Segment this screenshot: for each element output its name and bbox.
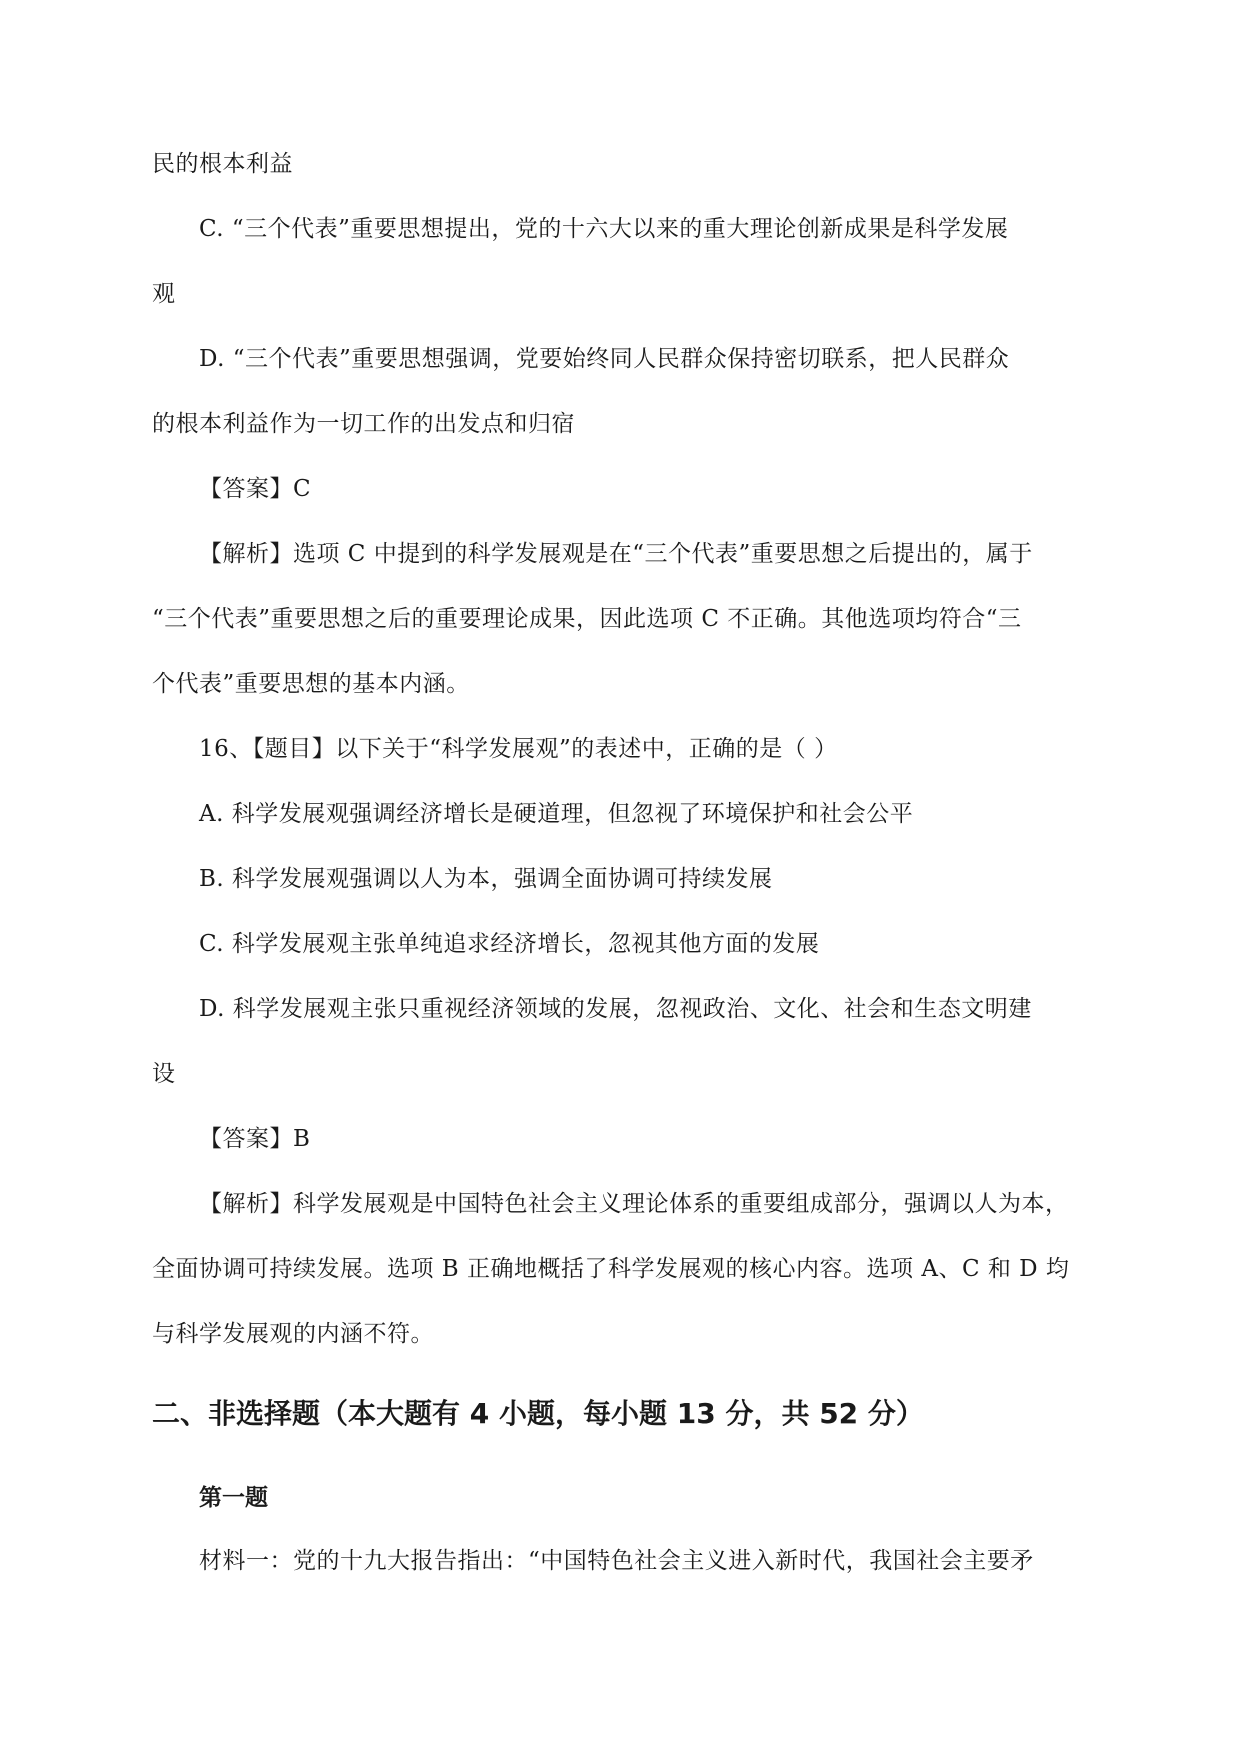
q16-option-a: A. 科学发展观强调经济增长是硬道理，但忽视了环境保护和社会公平 [199, 801, 914, 827]
q15-analysis-line3: 个代表”重要思想的基本内涵。 [152, 671, 470, 697]
question-subheading: 第一题 [199, 1485, 268, 1511]
q16-question: 16、【题目】以下关于“科学发展观”的表述中，正确的是（ ） [199, 736, 838, 762]
q16-answer: 【答案】B [199, 1126, 311, 1152]
q16-option-c: C. 科学发展观主张单纯追求经济增长，忽视其他方面的发展 [199, 931, 820, 957]
q16-option-b: B. 科学发展观强调以人为本，强调全面协调可持续发展 [199, 866, 773, 892]
q16-analysis-line1: 【解析】科学发展观是中国特色社会主义理论体系的重要组成部分，强调以人为本， [199, 1191, 1069, 1217]
q15-option-c-line1: C. “三个代表”重要思想提出，党的十六大以来的重大理论创新成果是科学发展 [199, 216, 1009, 242]
section-heading: 二、非选择题（本大题有 4 小题，每小题 13 分，共 52 分） [152, 1397, 924, 1430]
q15-option-d-line2: 的根本利益作为一切工作的出发点和归宿 [152, 411, 575, 437]
q16-option-d-line2: 设 [152, 1061, 176, 1087]
material-one-line1: 材料一：党的十九大报告指出：“中国特色社会主义进入新时代，我国社会主要矛 [199, 1548, 1034, 1574]
q15-option-c-line2: 观 [152, 281, 176, 307]
q15-option-b-continuation: 民的根本利益 [152, 151, 293, 177]
q15-option-d-line1: D. “三个代表”重要思想强调，党要始终同人民群众保持密切联系，把人民群众 [199, 346, 1010, 372]
q16-analysis-line2: 全面协调可持续发展。选项 B 正确地概括了科学发展观的核心内容。选项 A、C 和 D 均 [152, 1256, 1070, 1282]
q15-answer: 【答案】C [199, 476, 312, 502]
q15-analysis-line1: 【解析】选项 C 中提到的科学发展观是在“三个代表”重要思想之后提出的，属于 [199, 541, 1033, 567]
q16-analysis-line3: 与科学发展观的内涵不符。 [152, 1321, 434, 1347]
q16-option-d-line1: D. 科学发展观主张只重视经济领域的发展，忽视政治、文化、社会和生态文明建 [199, 996, 1032, 1022]
q15-analysis-line2: “三个代表”重要思想之后的重要理论成果，因此选项 C 不正确。其他选项均符合“三 [152, 606, 1022, 632]
